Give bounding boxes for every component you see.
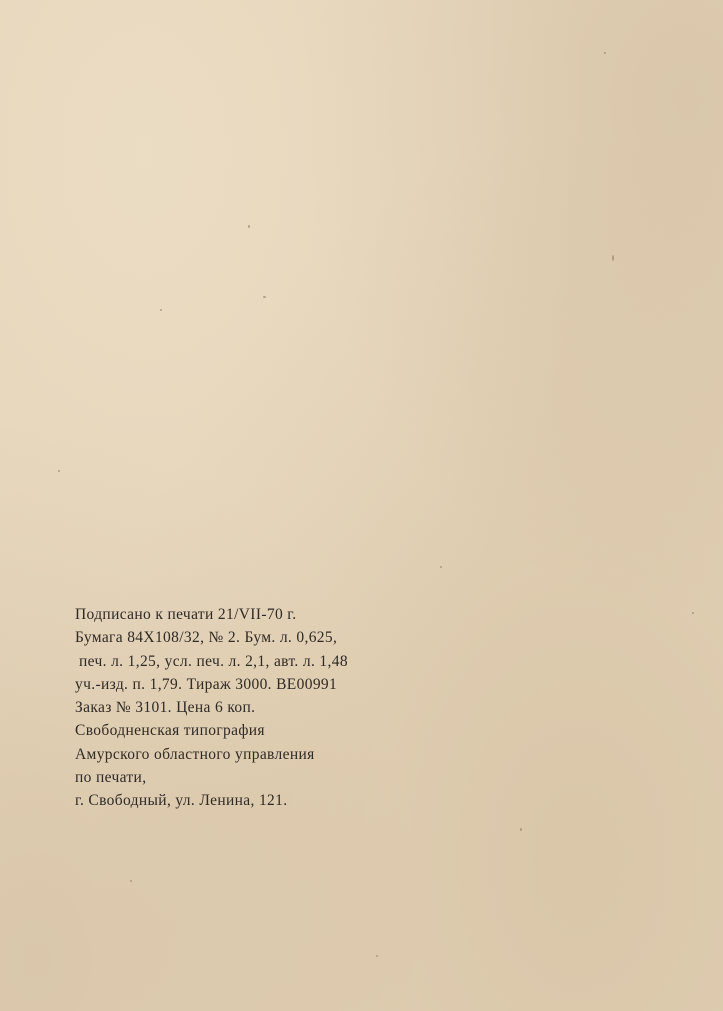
paper-speck	[692, 612, 694, 614]
paper-speck	[604, 52, 606, 54]
paper-speck	[58, 470, 60, 472]
imprint-circulation-line: уч.-изд. п. 1,79. Тираж 3000. ВЕ00991	[75, 675, 338, 693]
imprint-order-price-line: Заказ № 3101. Цена 6 коп.	[75, 699, 256, 717]
imprint-signed-line: Подписано к печати 21/VII-70 г.	[75, 606, 297, 623]
paper-speck	[520, 828, 522, 831]
imprint-printer-line: Свободненская типография	[75, 722, 265, 740]
paper-speck	[130, 880, 132, 882]
paper-speck	[263, 296, 266, 298]
paper-speck	[376, 955, 378, 957]
imprint-sheets-line: печ. л. 1,25, усл. печ. л. 2,1, авт. л. 1,48	[79, 652, 348, 670]
paper-speck	[160, 309, 162, 311]
imprint-paper-line: Бумага 84Х108/32, № 2. Бум. л. 0,625,	[75, 629, 338, 647]
imprint-administration-line: Амурского областного управления	[75, 745, 315, 763]
imprint-address-line: г. Свободный, ул. Ленина, 121.	[75, 792, 288, 810]
paper-speck	[612, 255, 614, 261]
colophon-imprint	[75, 603, 348, 813]
imprint-press-line: по печати,	[75, 769, 147, 787]
paper-speck	[248, 225, 250, 228]
paper-speck	[440, 566, 442, 568]
